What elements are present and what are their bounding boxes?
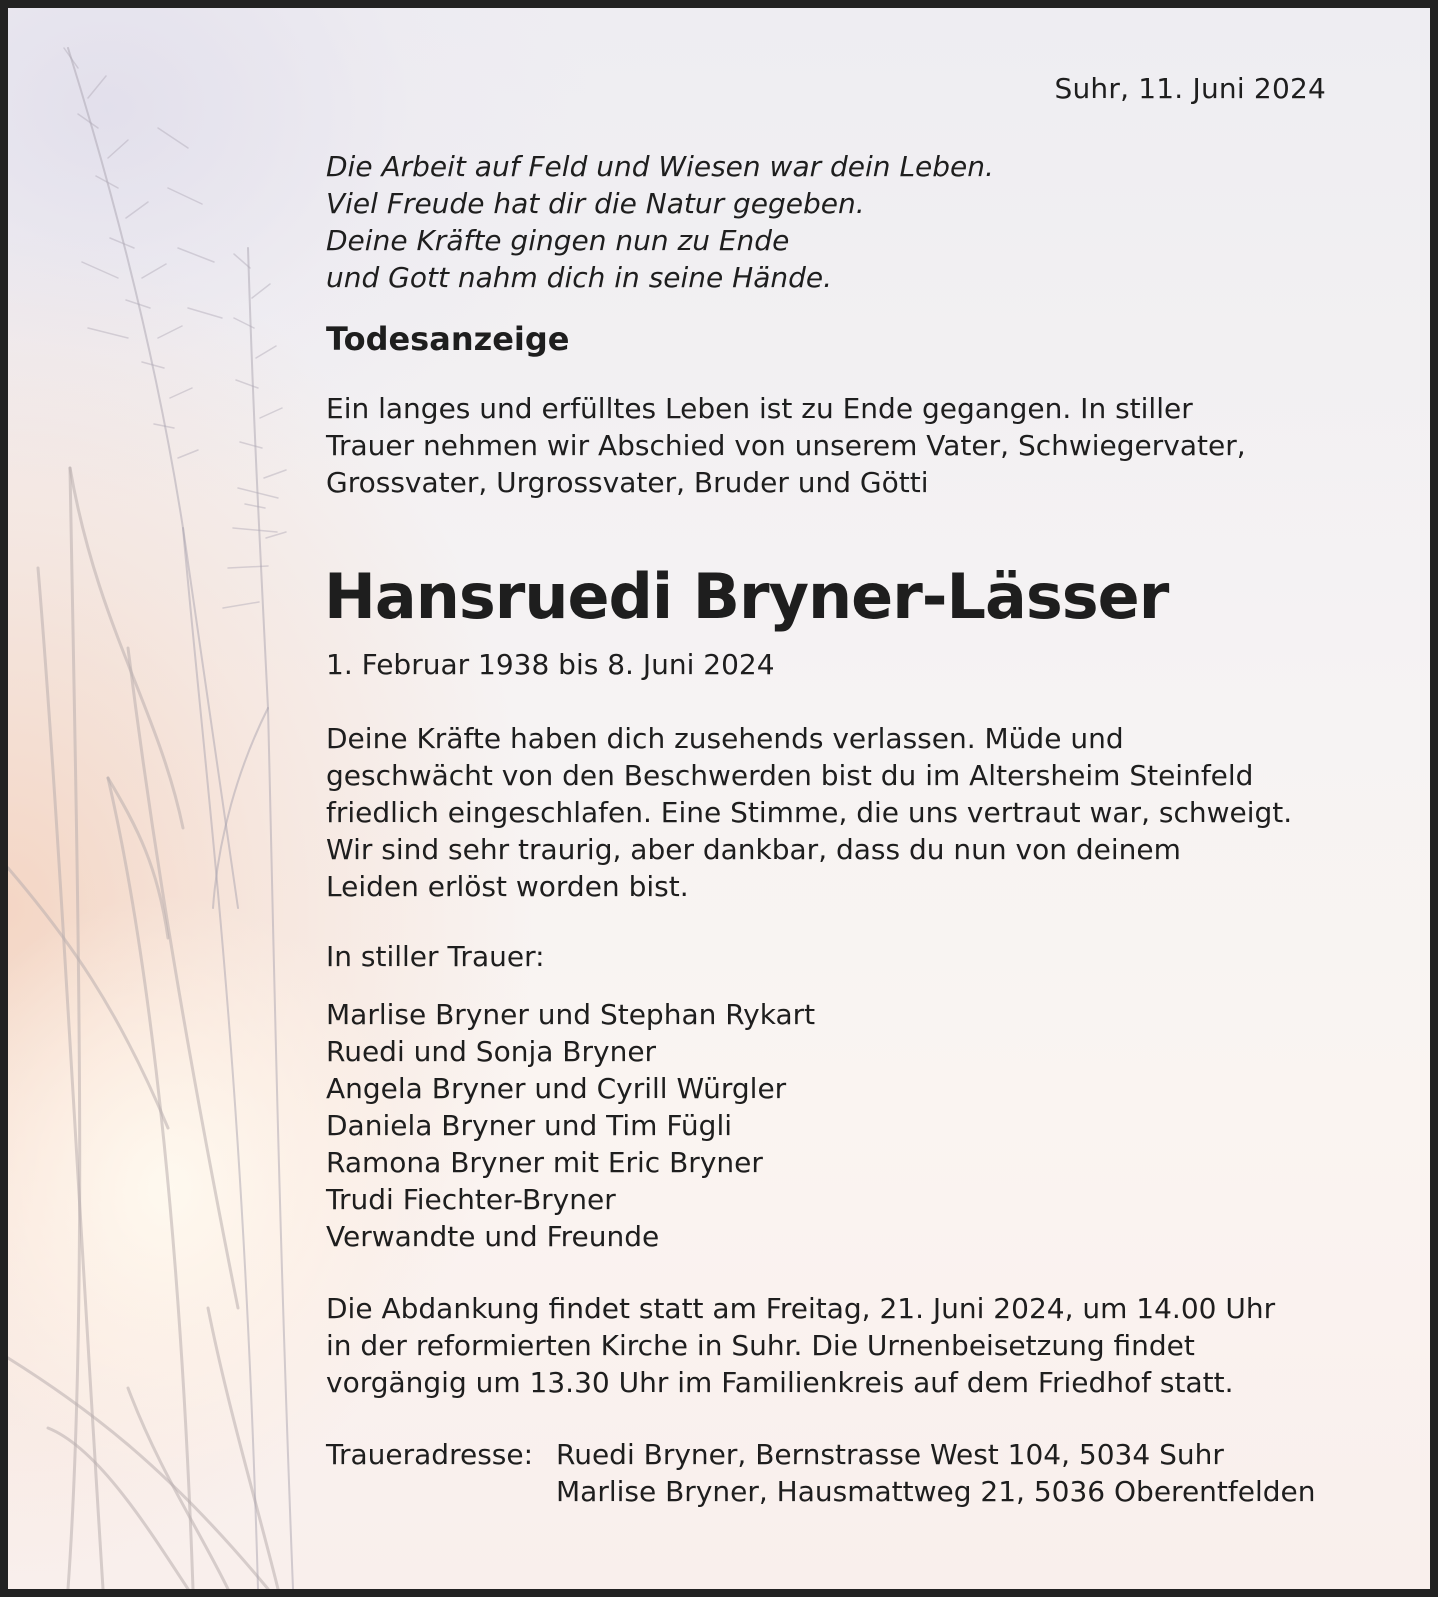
address-row <box>326 1436 1316 1473</box>
mourner-item: Angela Bryner und Cyrill Würgler <box>326 1072 787 1105</box>
intro-line: Trauer nehmen wir Abschied von unserem Vater, Schwiegervater, <box>326 429 1246 462</box>
service-line: Die Abdankung findet statt am Freitag, 21. Juni 2024, um 14.00 Uhr <box>326 1292 1276 1325</box>
service-line: in der reformierten Kirche in Suhr. Die Urnenbeisetzung findet <box>326 1329 1195 1362</box>
mourners-list <box>326 996 815 1255</box>
body-line: friedlich eingeschlafen. Eine Stimme, die uns vertraut war, schweigt. <box>326 796 1293 829</box>
intro-line: Grossvater, Urgrossvater, Bruder und Götti <box>326 466 929 499</box>
poem-line: Viel Freude hat dir die Natur gegeben. <box>326 187 865 220</box>
body-line: Leiden erlöst worden bist. <box>326 870 689 903</box>
intro-paragraph <box>326 390 1246 501</box>
memorial-poem <box>326 148 994 296</box>
address-row <box>326 1473 1316 1510</box>
mourner-item: Daniela Bryner und Tim Fügli <box>326 1109 732 1142</box>
poem-line: und Gott nahm dich in seine Hände. <box>326 261 833 294</box>
mourner-item: Verwandte und Freunde <box>326 1220 660 1253</box>
service-paragraph <box>326 1290 1275 1401</box>
body-paragraph <box>326 720 1292 905</box>
notice-heading: Todesanzeige <box>326 320 570 358</box>
poem-line: Deine Kräfte gingen nun zu Ende <box>326 224 790 257</box>
address-label: Traueradresse: <box>326 1438 534 1471</box>
address-label-spacer <box>326 1473 556 1510</box>
service-line: vorgängig um 13.30 Uhr im Familienkreis auf dem Friedhof statt. <box>326 1366 1234 1399</box>
mourner-item: Trudi Fiechter-Bryner <box>326 1183 616 1216</box>
address-line: Marlise Bryner, Hausmattweg 21, 5036 Oberentfelden <box>556 1475 1316 1508</box>
address-line: Ruedi Bryner, Bernstrasse West 104, 5034 Suhr <box>556 1438 1224 1471</box>
place-and-date: Suhr, 11. Juni 2024 <box>1054 72 1326 105</box>
lifespan-dates: 1. Februar 1938 bis 8. Juni 2024 <box>326 648 775 681</box>
mourner-item: Ruedi und Sonja Bryner <box>326 1035 657 1068</box>
deceased-name: Hansruedi Bryner-Lässer <box>324 560 1169 633</box>
obituary-card <box>8 8 1430 1589</box>
intro-line: Ein langes und erfülltes Leben ist zu Ende gegangen. In stiller <box>326 392 1193 425</box>
body-line: geschwächt von den Beschwerden bist du im Altersheim Steinfeld <box>326 759 1254 792</box>
mourning-address <box>326 1436 1316 1510</box>
poem-line: Die Arbeit auf Feld und Wiesen war dein Leben. <box>326 150 994 183</box>
mourning-label: In stiller Trauer: <box>326 940 545 973</box>
mourner-item: Marlise Bryner und Stephan Rykart <box>326 998 816 1031</box>
mourner-item: Ramona Bryner mit Eric Bryner <box>326 1146 763 1179</box>
body-line: Wir sind sehr traurig, aber dankbar, dass du nun von deinem <box>326 833 1181 866</box>
body-line: Deine Kräfte haben dich zusehends verlassen. Müde und <box>326 722 1124 755</box>
